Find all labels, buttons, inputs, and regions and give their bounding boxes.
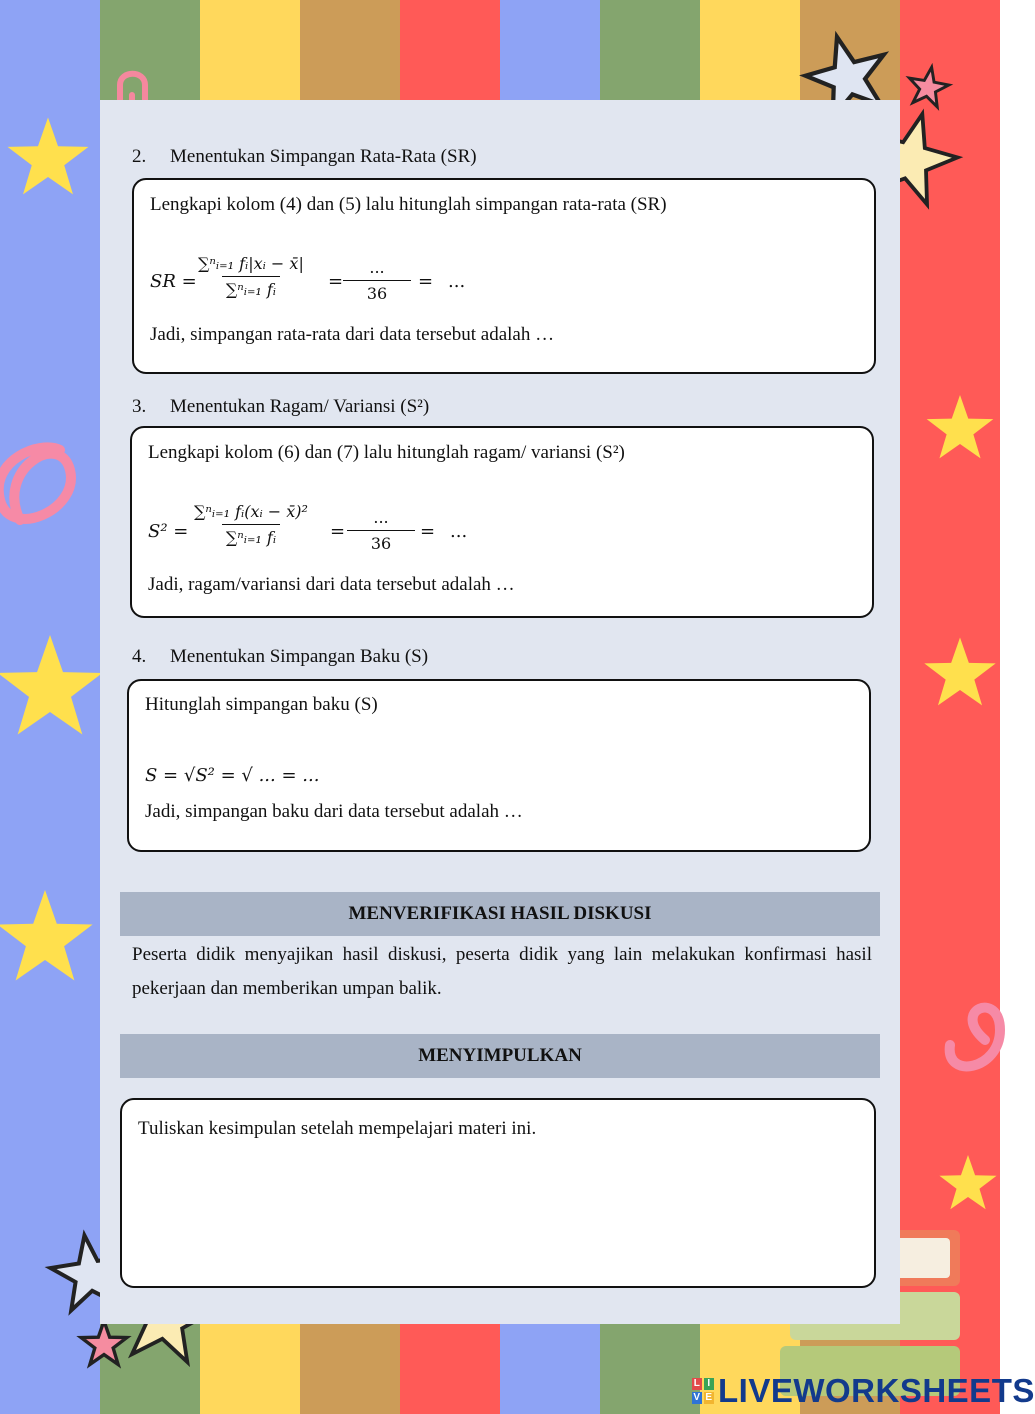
section-stddev-title: 4. Menentukan Simpangan Baku (S) — [132, 646, 429, 667]
star-icon — [905, 64, 951, 108]
equals-sign: = — [418, 271, 434, 292]
variance-result-blank[interactable]: ... — [450, 521, 468, 542]
sr-conclusion: Jadi, simpangan rata-rata dari data tersebut adalah … — [150, 324, 555, 345]
sr-formula-fraction: $\frac{\text{∑ⁿᵢ₌₁ fᵢ|xᵢ − x̄|}}{\text{∑ⁿᵢ₌₁ fᵢ}}$ — [198, 254, 304, 299]
star-icon — [0, 890, 93, 981]
sr-formula-lhs: SR = — [150, 271, 197, 292]
equals-sign: = — [328, 271, 344, 292]
stddev-formula[interactable]: S = √S² = √ ... = ... — [145, 765, 320, 786]
star-icon — [0, 635, 102, 735]
star-icon — [81, 1321, 127, 1364]
variance-conclusion: Jadi, ragam/variansi dari data tersebut adalah … — [148, 574, 515, 595]
stddev-instruction: Hitunglah simpangan baku (S) — [145, 694, 378, 715]
variance-blank-fraction[interactable]: ... 36 — [348, 508, 414, 553]
verify-heading: MENVERIFIKASI HASIL DISKUSI — [120, 892, 880, 936]
equals-sign: = — [330, 521, 346, 542]
variance-instruction: Lengkapi kolom (6) dan (7) lalu hitunglah ragam/ variansi (S²) — [148, 442, 625, 463]
sr-result-blank[interactable]: ... — [448, 271, 466, 292]
variance-formula-lhs: S² = — [148, 521, 189, 542]
sr-blank-fraction[interactable]: ... 36 — [344, 258, 410, 303]
stddev-answer-box — [127, 679, 871, 852]
star-icon — [8, 118, 89, 195]
variance-formula-fraction: $\frac{\text{∑ⁿᵢ₌₁ fᵢ(xᵢ − x̄)²}}{\text{∑ⁿᵢ₌₁ fᵢ}}$ — [194, 502, 308, 547]
section-variance-title: 3. Menentukan Ragam/ Variansi (S²) — [132, 396, 430, 417]
liveworksheets-logo: L I V E LIVEWORKSHEETS — [693, 1372, 1035, 1409]
liveworksheets-logo-icon: L I V E — [693, 1378, 713, 1403]
squiggle-doodle — [950, 1008, 1000, 1067]
variance-answer-box — [130, 426, 874, 618]
conclude-heading: MENYIMPULKAN — [120, 1034, 880, 1078]
verify-text: Peserta didik menyajikan hasil diskusi, peserta didik yang lain melakukan konfirmasi hasil pekerjaan dan memberikan umpan balik. — [132, 944, 872, 999]
sr-instruction: Lengkapi kolom (4) dan (5) lalu hitunglah simpangan rata-rata (SR) — [150, 194, 667, 215]
star-icon — [939, 1155, 996, 1209]
star-icon — [927, 395, 994, 458]
stddev-conclusion: Jadi, simpangan baku dari data tersebut adalah … — [145, 801, 523, 822]
conclude-prompt: Tuliskan kesimpulan setelah mempelajari materi ini. — [138, 1118, 537, 1139]
sr-answer-box — [132, 178, 876, 374]
section-sr-title: 2. Menentukan Simpangan Rata-Rata (SR) — [132, 146, 477, 167]
squiggle-doodle — [0, 447, 71, 520]
star-icon — [924, 638, 995, 706]
conclusion-answer-box[interactable] — [120, 1098, 876, 1288]
equals-sign: = — [420, 521, 436, 542]
